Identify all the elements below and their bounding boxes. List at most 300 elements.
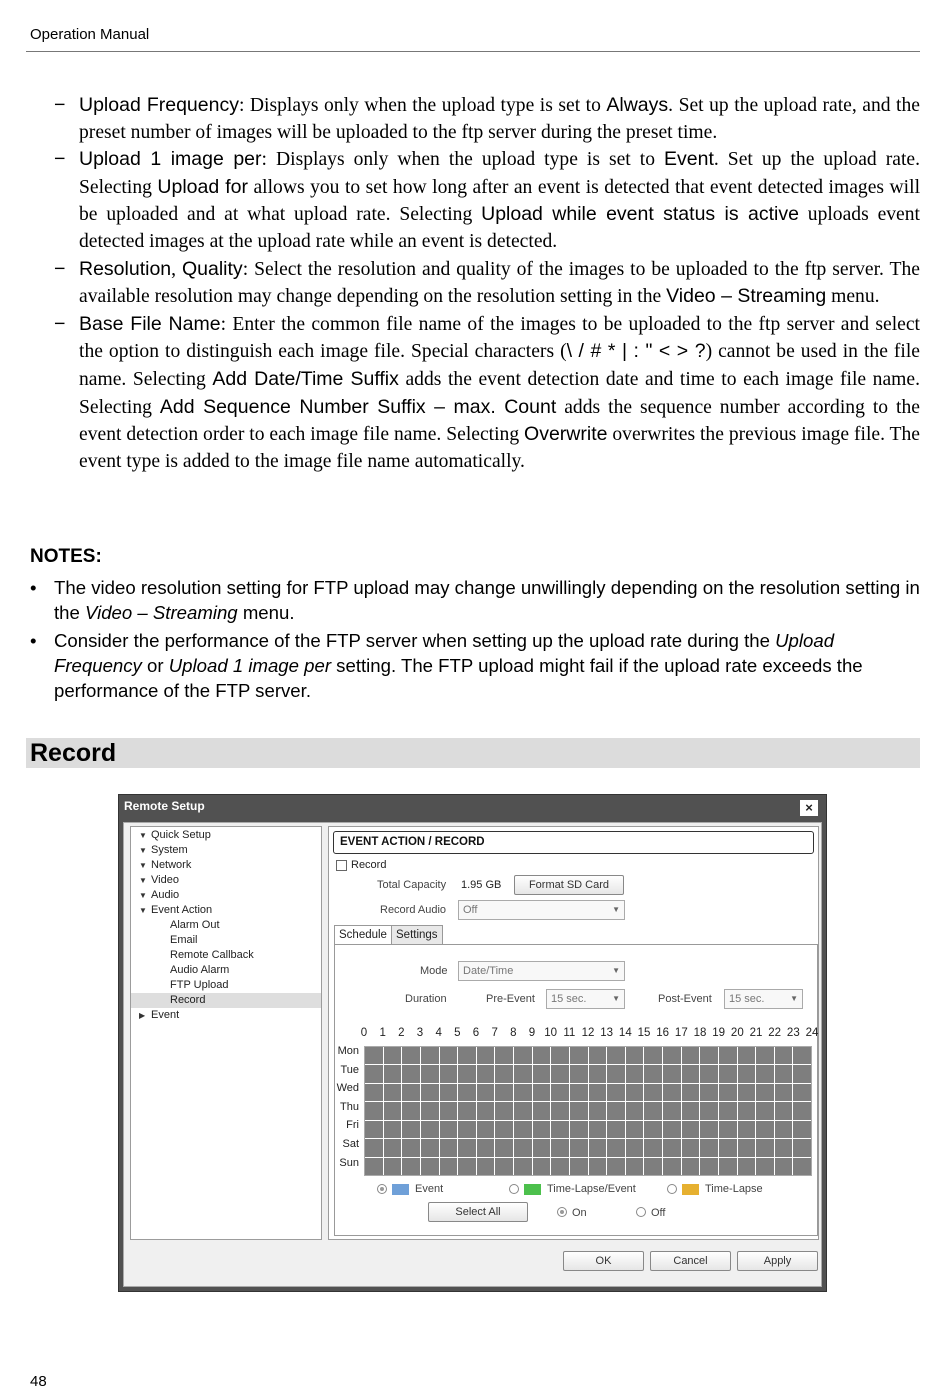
legend-radio[interactable] <box>667 1184 677 1194</box>
schedule-cell[interactable] <box>551 1121 569 1138</box>
tree-item[interactable] <box>131 858 321 873</box>
schedule-cell[interactable] <box>626 1102 644 1119</box>
schedule-cell[interactable] <box>551 1084 569 1101</box>
schedule-cell[interactable] <box>775 1065 793 1082</box>
ui-term: \ / # * | : " < > ? <box>566 340 706 363</box>
schedule-cell[interactable] <box>384 1121 402 1138</box>
hour-label: 24 <box>805 1027 819 1039</box>
day-label: Sun <box>339 1156 359 1169</box>
schedule-cell[interactable] <box>421 1065 439 1082</box>
ui-term: Base File Name <box>79 312 221 335</box>
schedule-cell[interactable] <box>458 1158 476 1175</box>
text-run: . Set up the upload rate, and the preset number of images will be uploaded to the ftp server during the preset time. <box>79 95 920 143</box>
record-label: Record <box>351 859 387 871</box>
text-run: : Displays only when the upload type is set to <box>238 95 607 116</box>
schedule-cell[interactable] <box>440 1047 458 1064</box>
schedule-cell[interactable] <box>626 1065 644 1082</box>
schedule-cell[interactable] <box>663 1158 681 1175</box>
day-label: Thu <box>340 1100 359 1113</box>
schedule-cell[interactable] <box>477 1084 495 1101</box>
cancel-button[interactable]: Cancel <box>650 1251 731 1271</box>
schedule-cell[interactable] <box>514 1139 532 1156</box>
schedule-cell[interactable] <box>477 1158 495 1175</box>
schedule-cell[interactable] <box>607 1139 625 1156</box>
schedule-cell[interactable] <box>700 1047 718 1064</box>
schedule-cell[interactable] <box>793 1121 811 1138</box>
ok-button[interactable]: OK <box>563 1251 644 1271</box>
schedule-cell[interactable] <box>477 1139 495 1156</box>
schedule-cell[interactable] <box>551 1158 569 1175</box>
close-icon[interactable]: × <box>800 800 818 816</box>
schedule-cell[interactable] <box>663 1102 681 1119</box>
schedule-cell[interactable] <box>607 1065 625 1082</box>
tree-item[interactable] <box>131 963 321 978</box>
tree-item[interactable] <box>131 993 321 1008</box>
schedule-cell[interactable] <box>570 1158 588 1175</box>
schedule-cell[interactable] <box>551 1102 569 1119</box>
schedule-cell[interactable] <box>384 1084 402 1101</box>
schedule-cell[interactable] <box>384 1158 402 1175</box>
schedule-cell[interactable] <box>495 1102 513 1119</box>
tree-item[interactable] <box>131 843 321 858</box>
on-radio[interactable] <box>557 1207 567 1217</box>
schedule-cell[interactable] <box>551 1139 569 1156</box>
pre-event-value: 15 sec. <box>551 993 587 1005</box>
italic-term: Video – Streaming <box>85 602 238 623</box>
schedule-cell[interactable] <box>570 1102 588 1119</box>
on-label: On <box>572 1207 587 1219</box>
schedule-cell[interactable] <box>402 1158 420 1175</box>
tree-item-label: Quick Setup <box>151 829 211 841</box>
tab-schedule[interactable]: Schedule <box>334 925 392 945</box>
italic-term: Upload Frequency <box>54 630 835 676</box>
tree-item[interactable] <box>131 903 321 918</box>
schedule-cell[interactable] <box>775 1139 793 1156</box>
schedule-cell[interactable] <box>607 1121 625 1138</box>
schedule-cell[interactable] <box>533 1065 551 1082</box>
ui-term: Quality <box>181 257 243 280</box>
schedule-cell[interactable] <box>682 1102 700 1119</box>
schedule-cell[interactable] <box>533 1139 551 1156</box>
day-label: Tue <box>340 1063 359 1076</box>
bullet-item <box>30 92 920 146</box>
schedule-cell[interactable] <box>682 1139 700 1156</box>
schedule-cell[interactable] <box>719 1139 737 1156</box>
text-run: uploads event detected images at the upload rate while an event is detected. <box>79 204 920 252</box>
ui-term: Upload Frequency <box>79 94 239 116</box>
schedule-cell[interactable] <box>719 1065 737 1082</box>
hour-label: 17 <box>674 1027 688 1039</box>
record-audio-select[interactable] <box>458 900 625 920</box>
dialog-body <box>123 822 822 1287</box>
schedule-cell[interactable] <box>440 1065 458 1082</box>
schedule-cell[interactable] <box>402 1084 420 1101</box>
ui-term: Video – Streaming <box>666 285 827 308</box>
pre-event-select[interactable] <box>546 989 625 1009</box>
legend-radio[interactable] <box>377 1184 387 1194</box>
schedule-cell[interactable] <box>719 1102 737 1119</box>
schedule-cell[interactable] <box>775 1084 793 1101</box>
schedule-cell[interactable] <box>682 1158 700 1175</box>
ui-term: Upload 1 image per <box>79 148 262 171</box>
record-checkbox[interactable] <box>336 860 347 871</box>
schedule-cell[interactable] <box>384 1065 402 1082</box>
schedule-cell[interactable] <box>719 1121 737 1138</box>
total-capacity-label: Total Capacity <box>377 879 447 891</box>
hour-label: 23 <box>786 1027 800 1039</box>
schedule-cell[interactable] <box>365 1121 383 1138</box>
schedule-cell[interactable] <box>793 1158 811 1175</box>
schedule-cell[interactable] <box>700 1158 718 1175</box>
schedule-cell[interactable] <box>775 1102 793 1119</box>
schedule-cell[interactable] <box>607 1158 625 1175</box>
collapse-icon: ▼ <box>139 861 147 870</box>
hour-label: 8 <box>510 1027 517 1039</box>
hour-label: 7 <box>491 1027 498 1039</box>
chevron-down-icon: ▼ <box>612 905 620 914</box>
schedule-cell[interactable] <box>738 1158 756 1175</box>
bullet-list <box>30 92 920 475</box>
tree-item[interactable] <box>131 918 321 933</box>
schedule-cell[interactable] <box>514 1065 532 1082</box>
chevron-down-icon: ▼ <box>790 994 798 1003</box>
schedule-cell[interactable] <box>589 1084 607 1101</box>
schedule-cell[interactable] <box>458 1121 476 1138</box>
schedule-cell[interactable] <box>570 1084 588 1101</box>
legend-label: Time-Lapse/Event <box>547 1183 636 1195</box>
schedule-cell[interactable] <box>793 1139 811 1156</box>
hour-label: 9 <box>528 1027 536 1039</box>
ui-term: Add Date/Time Suffix <box>212 367 399 390</box>
schedule-cell[interactable] <box>793 1065 811 1082</box>
schedule-cell[interactable] <box>644 1102 662 1119</box>
schedule-cell[interactable] <box>440 1102 458 1119</box>
schedule-cell[interactable] <box>477 1121 495 1138</box>
schedule-cell[interactable] <box>626 1139 644 1156</box>
schedule-cell[interactable] <box>607 1084 625 1101</box>
schedule-cell[interactable] <box>700 1121 718 1138</box>
schedule-cell[interactable] <box>533 1121 551 1138</box>
schedule-cell[interactable] <box>458 1047 476 1064</box>
schedule-cell[interactable] <box>514 1121 532 1138</box>
bullet-dot: • <box>30 577 37 598</box>
schedule-cell[interactable] <box>458 1139 476 1156</box>
schedule-cell[interactable] <box>477 1047 495 1064</box>
schedule-cell[interactable] <box>440 1139 458 1156</box>
schedule-cell[interactable] <box>626 1047 644 1064</box>
schedule-cell[interactable] <box>589 1121 607 1138</box>
schedule-cell[interactable] <box>495 1047 513 1064</box>
schedule-cell[interactable] <box>738 1139 756 1156</box>
hour-label: 20 <box>730 1027 744 1039</box>
schedule-cell[interactable] <box>533 1084 551 1101</box>
text-run: : Select the resolution and quality of the images to be uploaded to the ftp server. The available resolution may change depending on the resolution setting in the <box>79 258 920 308</box>
dash-marker: − <box>54 257 66 280</box>
schedule-cell[interactable] <box>533 1102 551 1119</box>
header-rule <box>26 51 920 52</box>
schedule-cell[interactable] <box>756 1084 774 1101</box>
schedule-cell[interactable] <box>514 1084 532 1101</box>
schedule-cell[interactable] <box>607 1102 625 1119</box>
schedule-cell[interactable] <box>719 1084 737 1101</box>
schedule-cell[interactable] <box>514 1102 532 1119</box>
schedule-cell[interactable] <box>402 1065 420 1082</box>
select-all-button[interactable]: Select All <box>428 1202 528 1222</box>
tree-item[interactable] <box>131 888 321 903</box>
schedule-cell[interactable] <box>589 1139 607 1156</box>
schedule-grid[interactable] <box>364 1046 812 1176</box>
off-label: Off <box>651 1207 666 1219</box>
schedule-cell[interactable] <box>402 1047 420 1064</box>
schedule-cell[interactable] <box>738 1065 756 1082</box>
schedule-cell[interactable] <box>682 1121 700 1138</box>
post-event-select[interactable] <box>724 989 803 1009</box>
bullet-dot: • <box>30 630 37 651</box>
schedule-cell[interactable] <box>551 1047 569 1064</box>
tree-item[interactable] <box>131 873 321 888</box>
schedule-cell[interactable] <box>402 1102 420 1119</box>
ui-term: Resolution <box>79 257 172 280</box>
hour-label: 19 <box>712 1027 726 1039</box>
event-action-record-panel <box>328 826 819 1240</box>
bullet-item <box>30 256 920 311</box>
tree-item[interactable] <box>131 948 321 963</box>
schedule-cell[interactable] <box>477 1102 495 1119</box>
schedule-cell[interactable] <box>775 1121 793 1138</box>
record-audio-value: Off <box>463 904 478 916</box>
schedule-cell[interactable] <box>644 1139 662 1156</box>
dialog-title: Remote Setup <box>124 799 205 813</box>
schedule-cell[interactable] <box>756 1102 774 1119</box>
text-run: overwrites the previous image file. The event type is added to the image file name automatically. <box>79 424 920 472</box>
schedule-cell[interactable] <box>663 1121 681 1138</box>
schedule-cell[interactable] <box>421 1139 439 1156</box>
off-radio[interactable] <box>636 1207 646 1217</box>
tree-item[interactable] <box>131 828 321 843</box>
tree-item-label: Email <box>170 934 198 946</box>
schedule-cell[interactable] <box>756 1065 774 1082</box>
schedule-cell[interactable] <box>384 1102 402 1119</box>
schedule-cell[interactable] <box>644 1084 662 1101</box>
text-run: : Displays only when the upload type is set to <box>261 149 665 171</box>
mode-label: Mode <box>420 965 448 977</box>
schedule-cell[interactable] <box>700 1102 718 1119</box>
legend-swatch <box>682 1184 699 1195</box>
schedule-cell[interactable] <box>775 1047 793 1064</box>
schedule-cell[interactable] <box>663 1047 681 1064</box>
schedule-cell[interactable] <box>663 1084 681 1101</box>
schedule-cell[interactable] <box>533 1158 551 1175</box>
schedule-cell[interactable] <box>756 1139 774 1156</box>
legend-radio[interactable] <box>509 1184 519 1194</box>
tree-item-label: Alarm Out <box>170 919 220 931</box>
schedule-cell[interactable] <box>365 1139 383 1156</box>
schedule-cell[interactable] <box>644 1065 662 1082</box>
hour-label: 6 <box>472 1027 480 1039</box>
schedule-cell[interactable] <box>663 1065 681 1082</box>
schedule-cell[interactable] <box>719 1047 737 1064</box>
schedule-cell[interactable] <box>421 1158 439 1175</box>
schedule-cell[interactable] <box>440 1084 458 1101</box>
text-run: adds the sequence number according to the event detection order to each image file name. Selecting <box>79 396 920 446</box>
schedule-cell[interactable] <box>402 1139 420 1156</box>
remote-setup-dialog <box>118 794 827 1292</box>
italic-term: Upload 1 image per <box>168 655 332 676</box>
schedule-cell[interactable] <box>477 1065 495 1082</box>
tree-item[interactable] <box>131 1008 321 1023</box>
schedule-cell[interactable] <box>495 1065 513 1082</box>
running-header: Operation Manual <box>30 26 150 43</box>
tree-item[interactable] <box>131 978 321 993</box>
bullet-item <box>30 311 920 476</box>
tree-item-label: Video <box>151 874 179 886</box>
apply-button[interactable]: Apply <box>737 1251 818 1271</box>
tree-item-label: Record <box>170 994 206 1006</box>
text-run: Consider the performance of the FTP server when setting up the upload rate during the <box>54 630 776 651</box>
panel-heading: EVENT ACTION / RECORD <box>333 831 814 854</box>
schedule-cell[interactable] <box>421 1084 439 1101</box>
schedule-cell[interactable] <box>738 1047 756 1064</box>
mode-select[interactable] <box>458 961 625 981</box>
schedule-cell[interactable] <box>700 1065 718 1082</box>
schedule-cell[interactable] <box>756 1121 774 1138</box>
hour-label: 2 <box>398 1027 405 1039</box>
schedule-cell[interactable] <box>644 1047 662 1064</box>
collapse-icon: ▼ <box>139 906 147 915</box>
hour-label: 13 <box>600 1027 614 1039</box>
schedule-cell[interactable] <box>421 1121 439 1138</box>
schedule-cell[interactable] <box>365 1158 383 1175</box>
chevron-down-icon: ▼ <box>612 966 620 975</box>
schedule-cell[interactable] <box>458 1102 476 1119</box>
schedule-cell[interactable] <box>384 1047 402 1064</box>
schedule-cell[interactable] <box>626 1084 644 1101</box>
text-run: The video resolution setting for FTP upload may change unwillingly depending on the resolution setting in the <box>54 577 920 623</box>
settings-tree <box>130 826 322 1240</box>
schedule-cell[interactable] <box>514 1047 532 1064</box>
schedule-cell[interactable] <box>644 1121 662 1138</box>
hour-label: 11 <box>563 1027 576 1039</box>
text-run: , <box>171 258 182 280</box>
schedule-cell[interactable] <box>402 1121 420 1138</box>
schedule-cell[interactable] <box>700 1139 718 1156</box>
ui-term: Upload for <box>157 175 248 198</box>
schedule-cell[interactable] <box>533 1047 551 1064</box>
schedule-cell[interactable] <box>719 1158 737 1175</box>
schedule-cell[interactable] <box>663 1139 681 1156</box>
schedule-cell[interactable] <box>365 1084 383 1101</box>
schedule-cell[interactable] <box>384 1139 402 1156</box>
schedule-cell[interactable] <box>626 1121 644 1138</box>
schedule-cell[interactable] <box>514 1158 532 1175</box>
schedule-cell[interactable] <box>570 1065 588 1082</box>
schedule-cell[interactable] <box>365 1065 383 1082</box>
collapse-icon: ▼ <box>139 876 147 885</box>
total-capacity-value: 1.95 GB <box>461 879 502 891</box>
hour-label: 1 <box>379 1027 386 1039</box>
schedule-cell[interactable] <box>793 1102 811 1119</box>
schedule-cell[interactable] <box>682 1065 700 1082</box>
tree-item-label: FTP Upload <box>170 979 229 991</box>
hour-label: 21 <box>749 1027 763 1039</box>
text-run: or <box>141 655 169 676</box>
schedule-cell[interactable] <box>551 1065 569 1082</box>
note-item <box>30 575 920 625</box>
schedule-cell[interactable] <box>421 1102 439 1119</box>
legend-swatch <box>524 1184 541 1195</box>
schedule-cell[interactable] <box>365 1102 383 1119</box>
schedule-cell[interactable] <box>738 1084 756 1101</box>
schedule-cell[interactable] <box>440 1158 458 1175</box>
tree-item[interactable] <box>131 933 321 948</box>
pre-event-label: Pre-Event <box>486 993 535 1005</box>
schedule-cell[interactable] <box>570 1121 588 1138</box>
schedule-cell[interactable] <box>626 1158 644 1175</box>
hour-label: 16 <box>656 1027 670 1039</box>
mode-value: Date/Time <box>463 965 514 977</box>
legend-label: Event <box>415 1183 444 1195</box>
schedule-cell[interactable] <box>458 1065 476 1082</box>
schedule-cell[interactable] <box>756 1158 774 1175</box>
schedule-cell[interactable] <box>495 1139 513 1156</box>
day-label: Mon <box>337 1045 359 1057</box>
schedule-cell[interactable] <box>365 1047 383 1064</box>
schedule-cell[interactable] <box>738 1121 756 1138</box>
schedule-cell[interactable] <box>589 1158 607 1175</box>
ui-term: Always <box>606 94 669 116</box>
schedule-cell[interactable] <box>793 1084 811 1101</box>
schedule-cell[interactable] <box>589 1047 607 1064</box>
tree-item-label: Event Action <box>151 904 213 916</box>
section-bar <box>26 738 920 768</box>
schedule-cell[interactable] <box>756 1047 774 1064</box>
tree-item-label: Remote Callback <box>170 949 254 961</box>
schedule-cell[interactable] <box>495 1121 513 1138</box>
day-label: Wed <box>336 1082 359 1095</box>
schedule-cell[interactable] <box>775 1158 793 1175</box>
text-run: : Enter the common file name of the images to be uploaded to the ftp server and select the option to distinguish each image file. Special characters ( <box>79 313 921 363</box>
tab-settings[interactable]: Settings <box>391 925 443 945</box>
hour-label: 14 <box>618 1027 632 1039</box>
schedule-cell[interactable] <box>700 1084 718 1101</box>
schedule-cell[interactable] <box>793 1047 811 1064</box>
legend-swatch <box>392 1184 409 1195</box>
format-sd-card-button[interactable]: Format SD Card <box>514 875 624 895</box>
schedule-cell[interactable] <box>589 1102 607 1119</box>
post-event-label: Post-Event <box>658 993 712 1005</box>
post-event-value: 15 sec. <box>729 993 765 1005</box>
schedule-cell[interactable] <box>440 1121 458 1138</box>
schedule-cell[interactable] <box>738 1102 756 1119</box>
hour-label: 5 <box>454 1027 461 1039</box>
schedule-cell[interactable] <box>607 1047 625 1064</box>
schedule-cell[interactable] <box>421 1047 439 1064</box>
schedule-cell[interactable] <box>495 1158 513 1175</box>
schedule-cell[interactable] <box>570 1139 588 1156</box>
notes-list <box>30 575 920 706</box>
schedule-cell[interactable] <box>682 1084 700 1101</box>
legend-label: Time-Lapse <box>705 1183 763 1195</box>
schedule-cell[interactable] <box>682 1047 700 1064</box>
hour-label: 22 <box>768 1027 782 1039</box>
schedule-cell[interactable] <box>458 1084 476 1101</box>
chevron-down-icon: ▼ <box>612 994 620 1003</box>
schedule-cell[interactable] <box>570 1047 588 1064</box>
note-item <box>30 628 920 703</box>
schedule-cell[interactable] <box>495 1084 513 1101</box>
schedule-cell[interactable] <box>644 1158 662 1175</box>
schedule-cell[interactable] <box>589 1065 607 1082</box>
